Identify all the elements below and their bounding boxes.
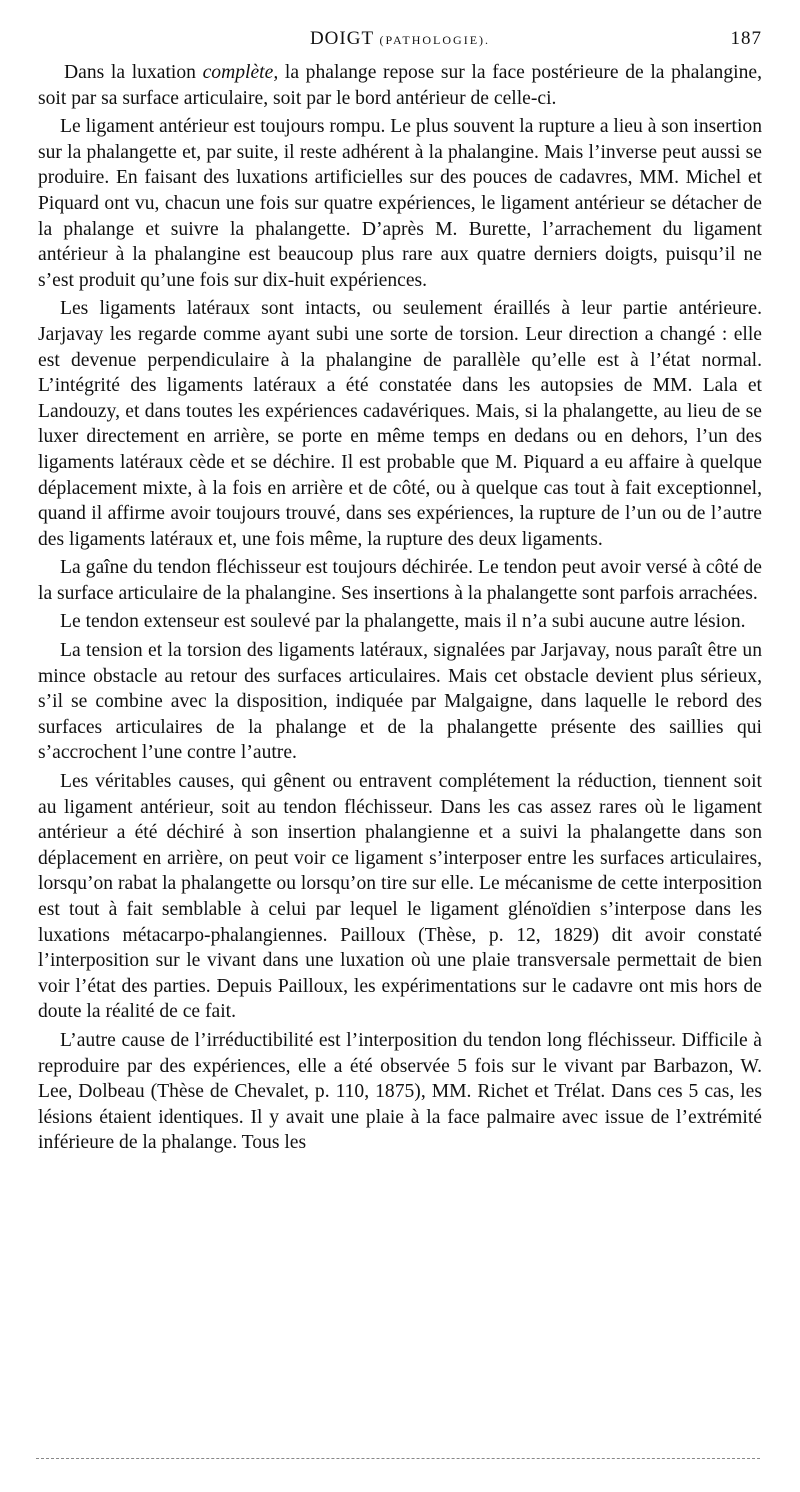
footer-rule [36,1458,760,1459]
paragraph-1-rest: la phalange repose sur la face postérieure de la phalangine, soit par sa surface articulaire, soit par le bord antérieur de celle-ci. [38,62,762,109]
running-head [38,28,762,60]
paragraph-8: L’autre cause de l’irréductibilité est l’interposition du tendon long fléchisseur. Difficile à reproduire par des expériences, elle a été observée 5 fois sur le vivant par Barbazon, W. Lee, Dolbeau (Thèse de Chevalet, p. 110, 1875), MM. Richet et Trélat. Dans ces 5 cas, les lésions étaient identiques. Il y avait une plaie à la face palmaire avec issue de l’extrémité inférieure de la phalange. Tous les [38,1029,762,1154]
page [38,28,762,1156]
paragraph-1-start: Dans la luxation [64,62,203,83]
running-title-main: DOIGT [309,28,374,49]
paragraph-5: Le tendon extenseur est soulevé par la phalangette, mais il n’a subi aucune autre lésion. [60,611,746,633]
running-title [38,28,762,50]
paragraph-4: La gaîne du tendon fléchisseur est toujours déchirée. Le tendon peut avoir versé à côté de la surface articulaire de la phalangine. Ses insertions à la phalangette sont parfois arrachées. [38,557,762,604]
body-text [38,60,762,1156]
paragraph-1 [38,60,762,111]
running-title-subtitle: (PATHOLOGIE). [379,33,491,47]
paragraph-3: Les ligaments latéraux sont intacts, ou seulement éraillés à leur partie antérieure. Jarjavay les regarde comme ayant subi une sorte de torsion. Leur direction a changé : elle est devenue perpendiculaire à la phalangine de parallèle qu’elle est à l’état normal. L’intégrité des ligaments latéraux a été constatée dans les autopsies de MM. Lala et Landouzy, et dans toutes les expériences cadavériques. Mais, si la phalangette, au lieu de se luxer directement en arrière, se porte en même temps en dedans ou en dehors, l’un des ligaments latéraux cède et se déchire. Il est probable que M. Piquard a eu affaire à quelque déplacement mixte, à la fois en arrière et de côté, ou à quelque cas tout à fait exceptionnel, quand il affirme avoir toujours trouvé, dans ses expériences, la rupture de l’un ou de l’autre des ligaments latéraux et, une fois même, la rupture des deux ligaments. [38,298,762,550]
paragraph-7: Les véritables causes, qui gênent ou entravent complétement la réduction, tiennent soit au ligament antérieur, soit au tendon fléchisseur. Dans les cas assez rares où le ligament antérieur a été déchiré à son insertion phalangienne et a suivi la phalangette dans son déplacement en arrière, on peut voir ce ligament s’interposer entre les surfaces articulaires, lorsqu’on rabat la phalangette ou lorsqu’on tire sur elle. Le mécanisme de cette interposition est tout à fait semblable à celui par lequel le ligament glénoïdien s’interpose dans les luxations métacarpo-phalangiennes. Pailloux (Thèse, p. 12, 1829) dit avoir constaté l’interposition sur le vivant dans une luxation où une plaie transversale permettait de bien voir l’état des parties. Depuis Pailloux, les expérimentations sur le cadavre ont mis hors de doute la réalité de ce fait. [38,771,762,1023]
paragraph-1-emphasis: complète, [202,62,279,83]
page-number: 187 [730,28,762,49]
paragraph-2: Le ligament antérieur est toujours rompu. Le plus souvent la rupture a lieu à son insertion sur la phalangette et, par suite, il reste adhérent à la phalangine. Mais l’inverse peut aussi se produire. En faisant des luxations artificielles sur des pouces de cadavres, MM. Michel et Piquard ont vu, chacun une fois sur quatre expériences, le ligament antérieur se détacher de la phalange et suivre la phalangette. D’après M. Burette, l’arrachement du ligament antérieur à la phalangine est beaucoup plus rare aux quatre derniers doigts, puisqu’il ne s’est produit qu’une fois sur dix-huit expériences. [38,116,762,291]
paragraph-6: La tension et la torsion des ligaments latéraux, signalées par Jarjavay, nous paraît être un mince obstacle au retour des surfaces articulaires. Mais cet obstacle devient plus sérieux, s’il se combine avec la disposition, indiquée par Malgaigne, dans laquelle le rebord des surfaces articulaires de la phalange et de la phalangette présente des saillies qui s’accrochent l’une contre l’autre. [38,640,762,764]
